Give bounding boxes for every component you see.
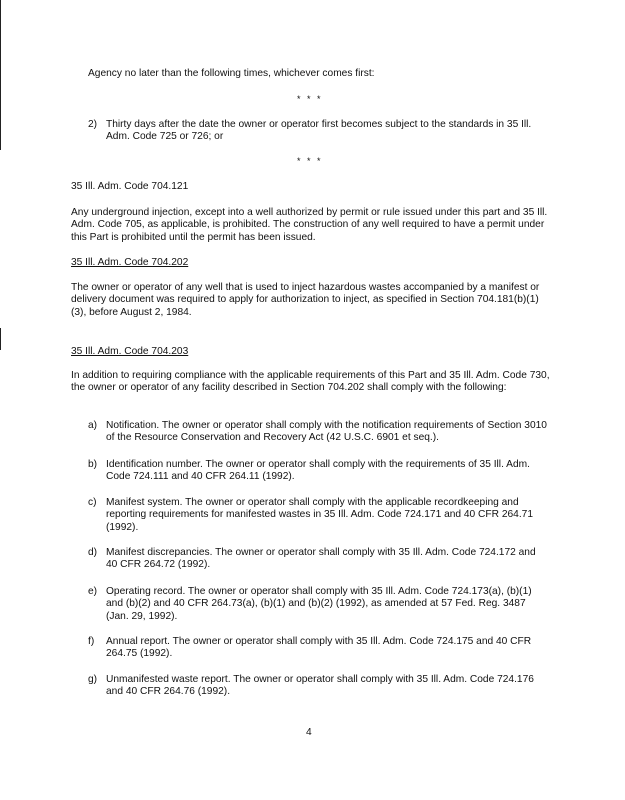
list-item-label: 2) — [88, 119, 98, 130]
list-item — [88, 547, 548, 572]
list-item — [88, 636, 548, 661]
list-item-label: f) — [88, 636, 95, 647]
margin-scan-mark-mid — [0, 328, 1, 350]
list-item-label: b) — [88, 459, 98, 470]
list-item — [88, 586, 548, 623]
list-item-label: d) — [88, 547, 98, 558]
omission-ellipsis: * * * — [297, 94, 323, 104]
list-item-text: Annual report. The owner or operator shall comply with 35 Ill. Adm. Code 724.175 and 40 CFR 264.75 (1992). — [106, 636, 532, 660]
section-heading-704-121: 35 Ill. Adm. Code 704.121 — [71, 181, 189, 192]
list-item-text: Notification. The owner or operator shall comply with the notification requirements of Section 3010 of the Resource Conservation and Recovery Act (42 U.S.C. 6901 et seq.). — [106, 420, 547, 444]
section-text-704-121: Any underground injection, except into a well authorized by permit or rule issued under this part and 35 Ill. Adm. Code 705, as applicable, is prohibited. The construction of any well required to have a permit under this Part is prohibited until the permit has been issued. — [71, 207, 548, 243]
list-item-label: c) — [88, 497, 97, 508]
list-item-text: Manifest system. The owner or operator shall comply with the applicable recordkeeping and reporting requirements for manifested wastes in 35 Ill. Adm. Code 724.171 and 40 CFR 264.71 (1992). — [106, 497, 533, 533]
list-item-text: Operating record. The owner or operator shall comply with 35 Ill. Adm. Code 724.173(a), (b)(1) and (b)(2) and 40 CFR 264.73(a), (b)(1) and (b)(2) (1992), as amended at 57 Fed. Reg. 3487 (Jan. 29, 1992). — [106, 586, 532, 622]
list-item — [88, 420, 548, 445]
section-heading-704-202: 35 Ill. Adm. Code 704.202 — [71, 257, 189, 268]
list-item — [88, 459, 548, 484]
list-item — [88, 674, 548, 699]
list-item — [88, 119, 548, 144]
list-item-text: Identification number. The owner or operator shall comply with the requirements of 35 Ill. Adm. Code 724.111 and 40 CFR 264.11 (1992). — [106, 459, 530, 483]
list-item-label: e) — [88, 586, 98, 597]
margin-scan-mark-top — [0, 0, 1, 150]
omission-ellipsis: * * * — [297, 156, 323, 166]
section-text-704-202: The owner or operator of any well that is used to inject hazardous wastes accompanied by a manifest or delivery document was required to apply for authorization to inject, as specified in Section 704.181(b)(1)(3), before August 2, 1984. — [71, 282, 540, 318]
list-item-label: g) — [88, 674, 98, 685]
section-intro-704-203: In addition to requiring compliance with the applicable requirements of this Part and 35 Ill. Adm. Code 730, the owner or operator of any facility described in Section 704.202 shall comply with the following: — [71, 370, 550, 394]
page-number: 4 — [306, 727, 312, 738]
list-item-label: a) — [88, 420, 98, 431]
continued-line: Agency no later than the following times, whichever comes first: — [88, 68, 375, 79]
list-item-text: Thirty days after the date the owner or operator first becomes subject to the standards in 35 Ill. Adm. Code 725 or 726; or — [106, 119, 532, 143]
list-item-text: Manifest discrepancies. The owner or operator shall comply with 35 Ill. Adm. Code 724.172 and 40 CFR 264.72 (1992). — [106, 547, 536, 571]
section-heading-704-203: 35 Ill. Adm. Code 704.203 — [71, 346, 189, 357]
list-item-text: Unmanifested waste report. The owner or operator shall comply with 35 Ill. Adm. Code 724.176 and 40 CFR 264.76 (1992). — [106, 674, 534, 698]
list-item — [88, 497, 548, 534]
